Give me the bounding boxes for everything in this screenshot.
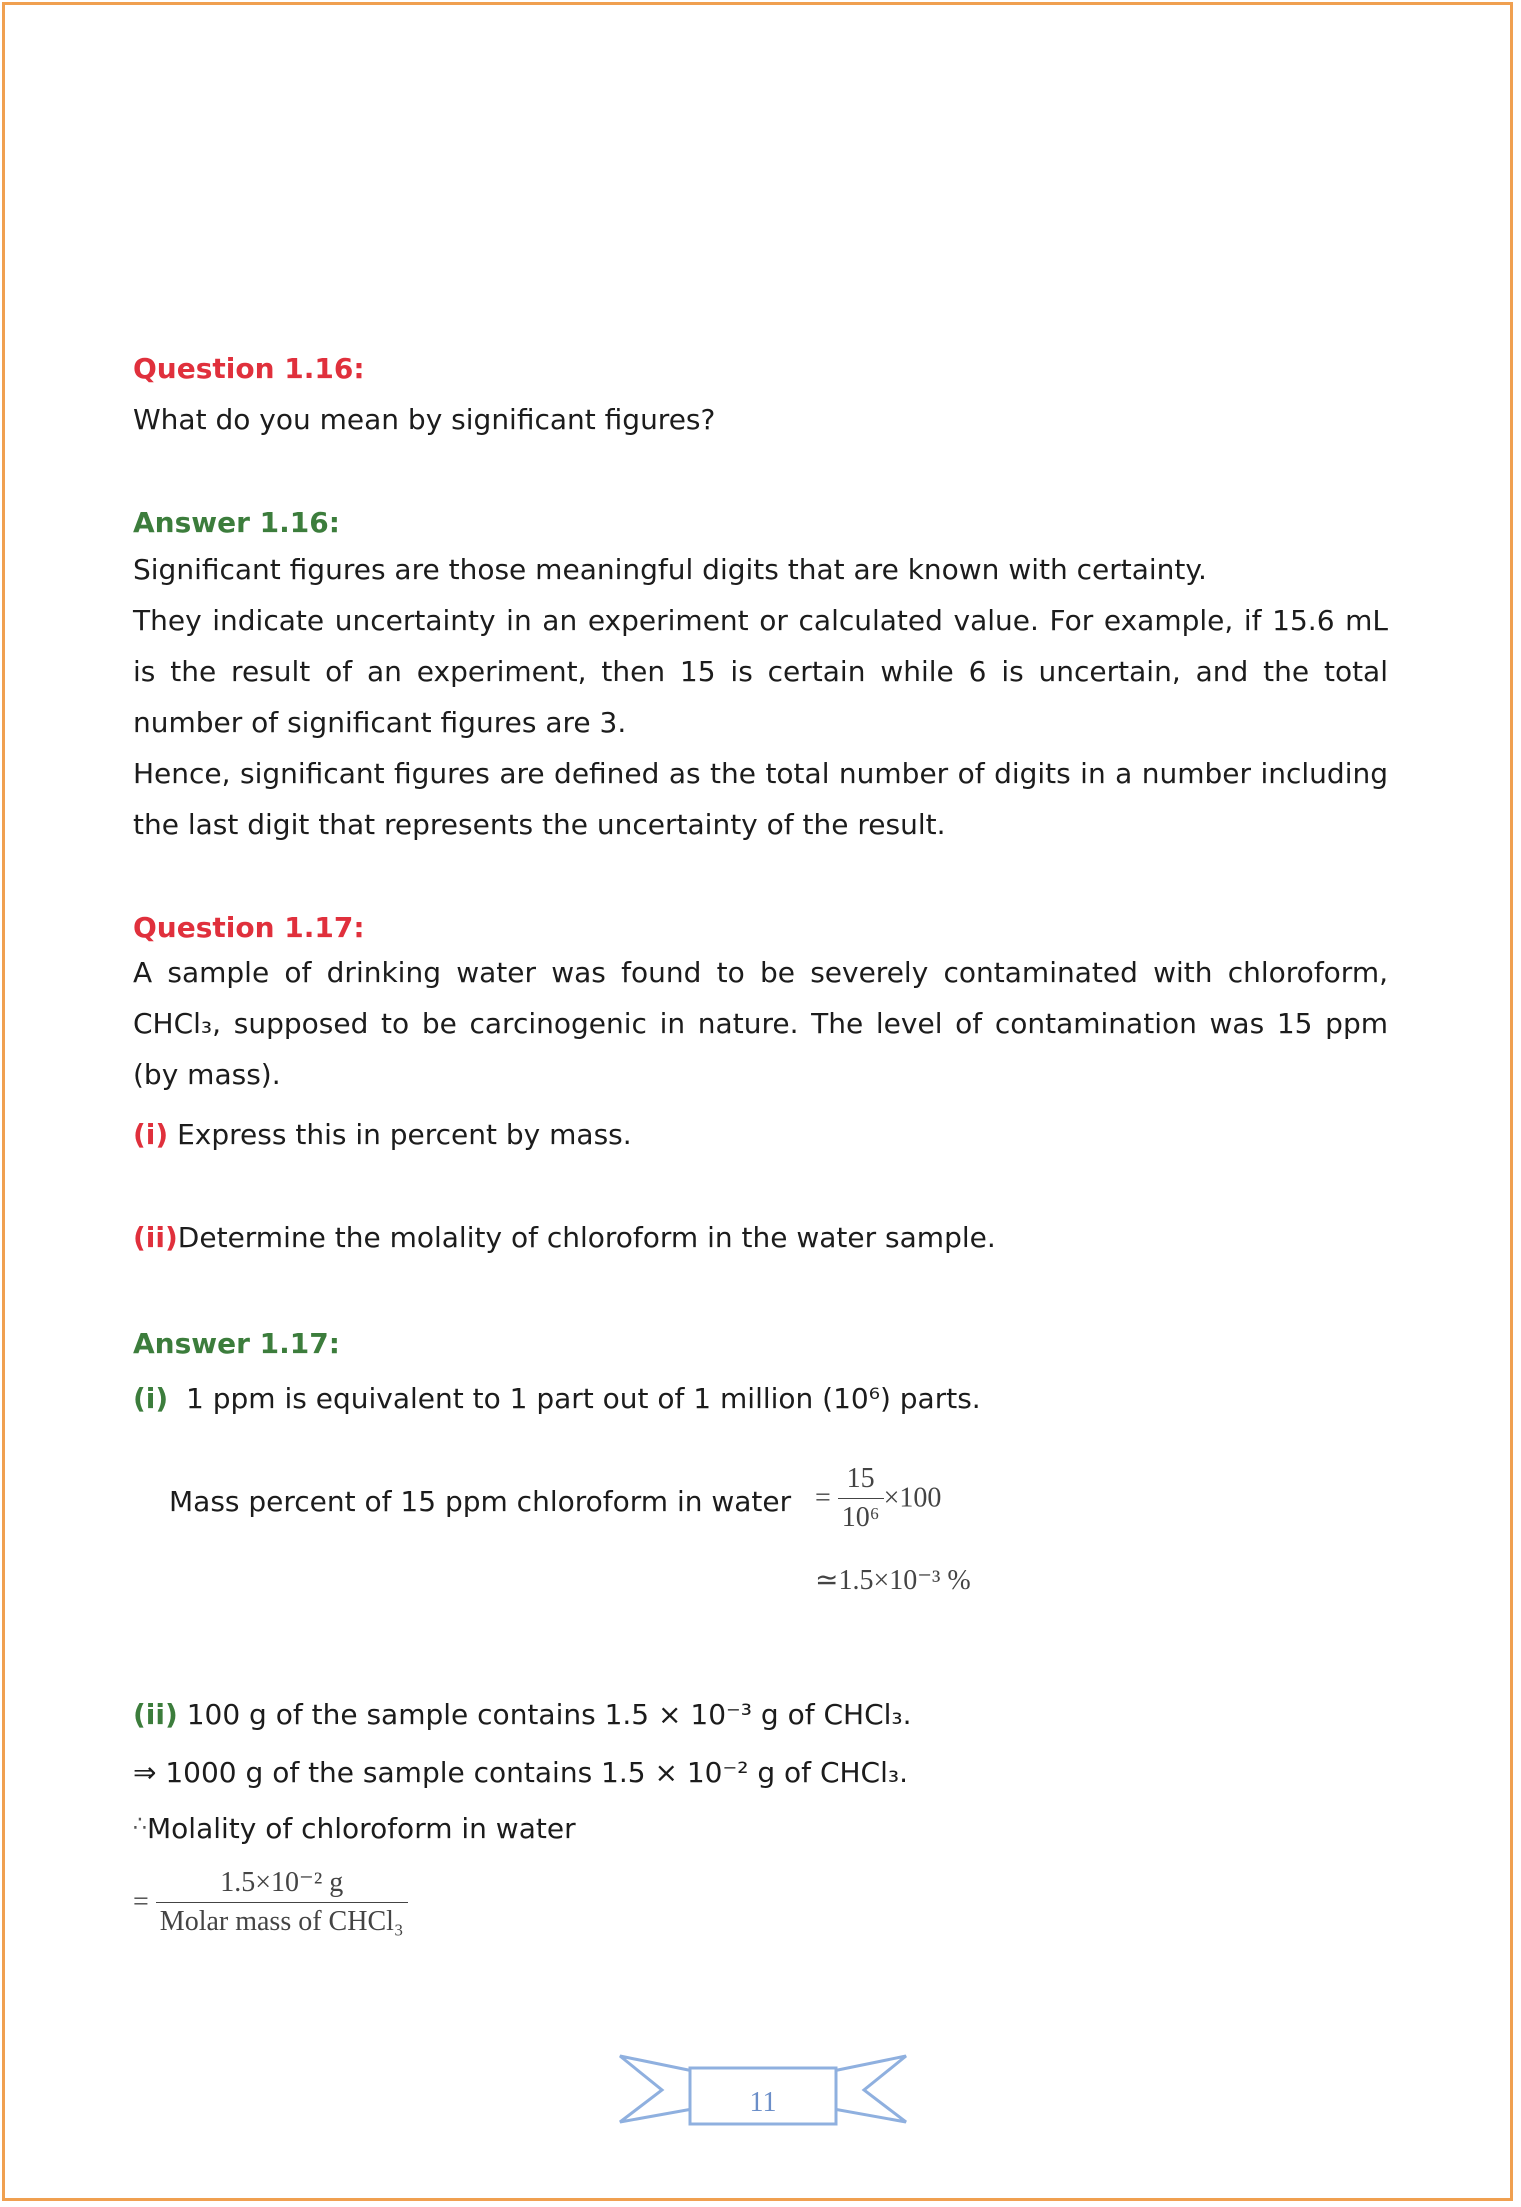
mass-percent-result: ≃1.5×10⁻³ % (815, 1565, 971, 1596)
molality-fraction (156, 1864, 408, 1941)
molality-line (133, 1812, 576, 1845)
question-1-17-part-ii (133, 1221, 996, 1254)
part-ii-text: Determine the molality of chloroform in the water sample. (177, 1221, 996, 1254)
answer-1-16-paragraph-2: They indicate uncertainty in an experiment or calculated value. For example, if 15.6 mL is the result of an experiment, then 15 is certain while 6 is uncertain, and the total number of significant figures are 3. (133, 604, 1388, 739)
mass-percent-label: Mass percent of 15 ppm chloroform in water (169, 1485, 792, 1518)
molality-equation: = $\frac{\text{1.5×10⁻² g}}{\text{Molar mass of CHCl₃}}$ (133, 1864, 408, 1941)
part-i-text: Express this in percent by mass. (177, 1118, 632, 1151)
therefore-symbol: ∴ (133, 1812, 147, 1837)
multiplier: ×100 (883, 1482, 942, 1514)
mass-percent-equation: = $\frac{15}{\text{10⁶}}$ ×100 (815, 1460, 941, 1537)
answer-1-17-part-i (133, 1382, 981, 1415)
molality-numerator: 1.5×10⁻² g (156, 1864, 408, 1903)
answer-1-17-part-ii (133, 1698, 912, 1731)
question-1-16-text: What do you mean by significant figures? (133, 403, 716, 436)
answer-part-ii-label: (ii) (133, 1698, 178, 1731)
question-1-17-text: A sample of drinking water was found to be severely contaminated with chloroform, CHCl₃, supposed to be carcinogenic in nature. The level of contamination was 15 ppm (by mass). (133, 956, 1388, 1091)
answer-part-i-label: (i) (133, 1382, 169, 1415)
answer-1-17-heading: Answer 1.17: (133, 1327, 340, 1360)
answer-part-ii-line-1: 100 g of the sample contains 1.5 × 10⁻³ g of CHCl₃. (186, 1698, 912, 1731)
answer-1-16-heading: Answer 1.16: (133, 506, 340, 539)
part-i-label: (i) (133, 1118, 169, 1151)
mass-percent-fraction (838, 1460, 884, 1537)
molality-denominator: Molar mass of CHCl₃ (159, 1906, 404, 1937)
question-1-17-heading: Question 1.17: (133, 911, 365, 944)
fraction-numerator: 15 (838, 1460, 884, 1499)
molality-label: Molality of chloroform in water (147, 1812, 576, 1845)
question-1-17-part-i (133, 1118, 632, 1151)
answer-1-16-paragraph-3: Hence, significant figures are defined as the total number of digits in a number including the last digit that represents the uncertainty of the result. (133, 757, 1388, 841)
part-ii-label: (ii) (133, 1221, 178, 1254)
fraction-denominator: 10⁶ (841, 1502, 880, 1533)
page-number-banner (618, 2050, 908, 2130)
answer-part-ii-line-2: ⇒ 1000 g of the sample contains 1.5 × 10⁻² g of CHCl₃. (133, 1756, 909, 1789)
answer-part-i-text: 1 ppm is equivalent to 1 part out of 1 million (10⁶) parts. (186, 1382, 981, 1415)
page-number: 11 (749, 2087, 777, 2118)
question-1-16-heading: Question 1.16: (133, 352, 365, 385)
answer-1-16-paragraph-1: Significant figures are those meaningful digits that are known with certainty. (133, 553, 1207, 586)
